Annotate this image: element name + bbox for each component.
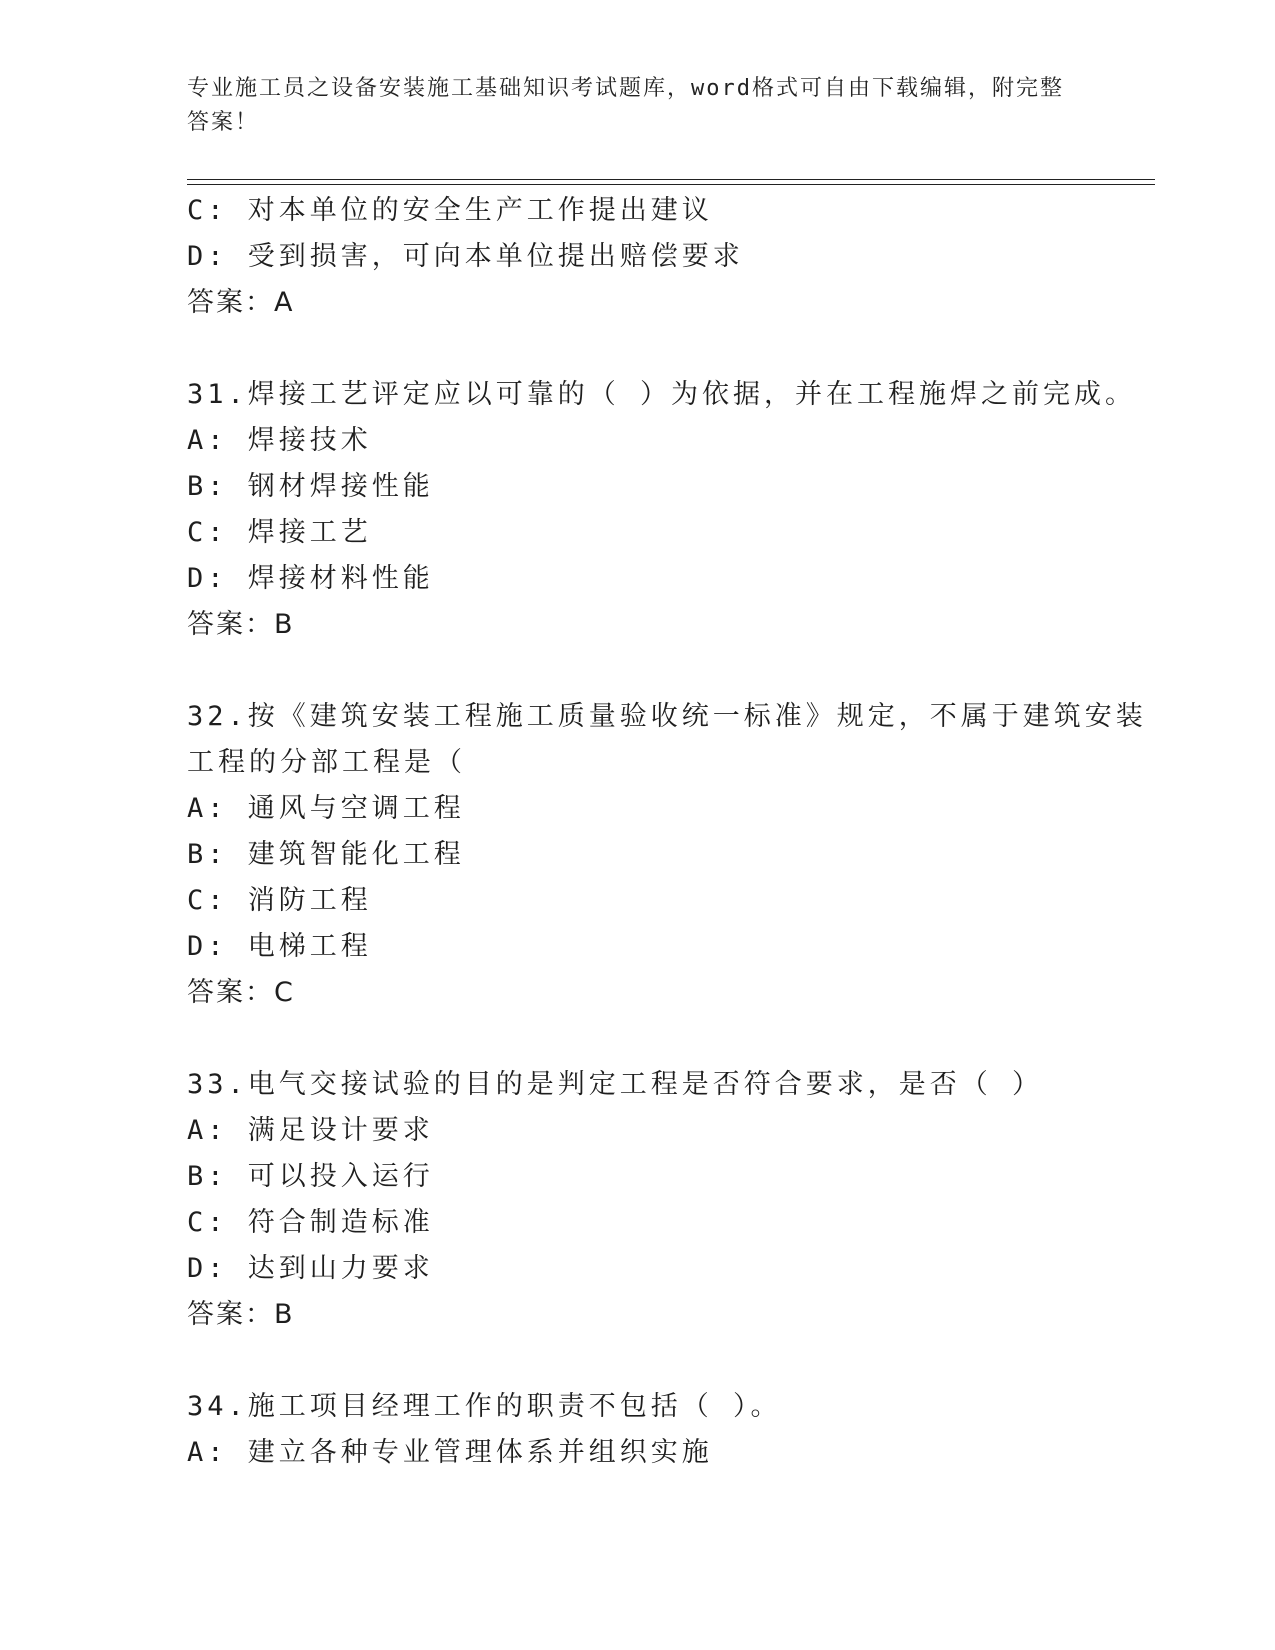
option-b: B: 可以投入运行 [187, 1161, 434, 1192]
header-title: 专业施工员之设备安装施工基础知识考试题库，word格式可自由下载编辑，附完整答案！ [187, 76, 1064, 135]
header-rule-top [187, 179, 1155, 180]
option-d: D: 焊接材料性能 [187, 563, 434, 594]
answer-line: 答案：C [187, 977, 295, 1008]
option-b: B: 钢材焊接性能 [187, 471, 434, 502]
option-d: D: 受到损害，可向本单位提出赔偿要求 [187, 241, 744, 272]
question-stem: 31.焊接工艺评定应以可靠的（ ）为依据，并在工程施焊之前完成。 [187, 379, 1137, 410]
option-d: D: 达到山力要求 [187, 1253, 434, 1284]
option-c: C: 对本单位的安全生产工作提出建议 [187, 195, 713, 226]
option-d: D: 电梯工程 [187, 931, 372, 962]
answer-line: 答案：B [187, 1299, 295, 1330]
answer-line: 答案：B [187, 609, 295, 640]
question-stem: 32.按《建筑安装工程施工质量验收统一标准》规定，不属于建筑安装 [187, 701, 1147, 732]
option-a: A: 通风与空调工程 [187, 793, 465, 824]
question-stem: 34.施工项目经理工作的职责不包括（ ）。 [187, 1391, 782, 1422]
document-header [187, 72, 1067, 140]
answer-line: 答案：A [187, 287, 295, 318]
option-c: C: 符合制造标准 [187, 1207, 434, 1238]
option-a: A: 焊接技术 [187, 425, 372, 456]
option-c: C: 焊接工艺 [187, 517, 372, 548]
option-b: B: 建筑智能化工程 [187, 839, 465, 870]
header-rule-bottom [187, 184, 1155, 185]
option-c: C: 消防工程 [187, 885, 372, 916]
question-stem: 33.电气交接试验的目的是判定工程是否符合要求，是否（ ） [187, 1069, 1044, 1100]
option-a: A: 满足设计要求 [187, 1115, 434, 1146]
option-a: A: 建立各种专业管理体系并组织实施 [187, 1437, 713, 1468]
question-stem-continued: 工程的分部工程是（ [187, 747, 466, 778]
question-content [187, 188, 1147, 1476]
